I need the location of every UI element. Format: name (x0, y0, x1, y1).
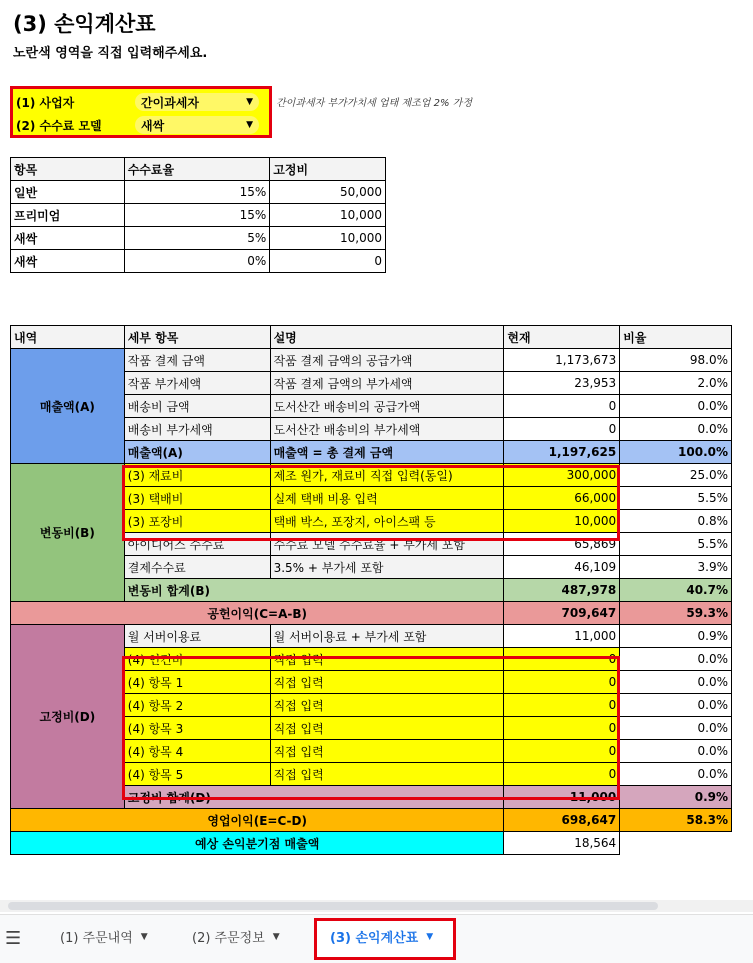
horizontal-scrollbar[interactable] (0, 900, 753, 912)
table-cell[interactable]: 영업이익(E=C-D) (11, 809, 504, 832)
table-cell[interactable]: 직접 입력 (270, 740, 504, 763)
pl-table-header (11, 326, 732, 349)
contribution-row (11, 602, 732, 625)
tab-label: (1) 주문내역 (60, 931, 133, 946)
table-row (11, 181, 386, 204)
table-cell[interactable]: 5.5% (620, 487, 732, 510)
page-title: (3) 손익계산표 (13, 12, 156, 36)
table-cell[interactable]: 일반 (11, 181, 125, 204)
table-cell[interactable]: 프리미엄 (11, 204, 125, 227)
table-cell[interactable]: 0 (504, 418, 620, 441)
tab-order-list[interactable] (60, 927, 148, 946)
fee-model-label: (2) 수수료 모델 (16, 118, 102, 133)
selector-box (10, 86, 272, 138)
chevron-down-icon: ▼ (246, 97, 253, 107)
table-cell[interactable]: 0 (504, 694, 620, 717)
pl-header-cell: 현재 (504, 326, 620, 349)
table-cell[interactable]: 65,869 (504, 533, 620, 556)
table-cell[interactable]: 487,978 (504, 579, 620, 602)
table-cell[interactable]: 0 (504, 717, 620, 740)
table-row (11, 625, 732, 648)
table-cell[interactable]: (4) 인건비 (124, 648, 270, 671)
table-cell[interactable]: (4) 항목 1 (124, 671, 270, 694)
table-cell[interactable]: 46,109 (504, 556, 620, 579)
table-cell[interactable]: 10,000 (270, 204, 386, 227)
sheet-tab-bar (0, 914, 753, 963)
fee-model-row (16, 115, 259, 135)
table-cell[interactable]: 0.0% (620, 717, 732, 740)
table-cell[interactable]: 작품 결제 금액의 부가세액 (270, 372, 504, 395)
pl-header-cell: 세부 항목 (124, 326, 270, 349)
table-cell[interactable]: 0.0% (620, 418, 732, 441)
menu-icon[interactable]: ☰ (5, 928, 22, 949)
table-cell[interactable]: 제조 원가, 재료비 직접 입력(동일) (270, 464, 504, 487)
table-cell[interactable]: 0.0% (620, 694, 732, 717)
table-cell[interactable]: 0 (504, 763, 620, 786)
table-row (11, 349, 732, 372)
pl-header-cell: 비율 (620, 326, 732, 349)
table-cell[interactable]: 59.3% (620, 602, 732, 625)
breakeven-row (11, 832, 732, 855)
table-cell[interactable]: 58.3% (620, 809, 732, 832)
table-cell[interactable]: 결제수수료 (124, 556, 270, 579)
fee-model-dropdown[interactable] (135, 116, 259, 134)
table-cell[interactable]: 66,000 (504, 487, 620, 510)
table-cell[interactable]: 배송비 금액 (124, 395, 270, 418)
table-cell[interactable]: 0 (504, 648, 620, 671)
table-cell[interactable]: 새싹 (11, 250, 125, 273)
operating-income-row (11, 809, 732, 832)
table-cell[interactable]: 배송비 부가세액 (124, 418, 270, 441)
table-row (11, 464, 732, 487)
tab-income-statement[interactable] (330, 927, 433, 946)
table-cell[interactable]: 100.0% (620, 441, 732, 464)
table-cell[interactable]: 도서산간 배송비의 공급가액 (270, 395, 504, 418)
table-cell[interactable]: 11,000 (504, 625, 620, 648)
table-cell[interactable]: 709,647 (504, 602, 620, 625)
pl-table (10, 325, 732, 855)
table-cell[interactable]: 매출액 = 총 결제 금액 (270, 441, 504, 464)
table-cell[interactable]: 직접 입력 (270, 648, 504, 671)
table-cell[interactable]: 고정비 합계(D) (124, 786, 504, 809)
table-cell[interactable]: 직접 입력 (270, 717, 504, 740)
table-cell[interactable]: 공헌이익(C=A-B) (11, 602, 504, 625)
tab-order-info[interactable] (192, 927, 280, 946)
table-cell[interactable]: 40.7% (620, 579, 732, 602)
table-row (11, 250, 386, 273)
table-cell[interactable]: 0 (504, 671, 620, 694)
table-cell[interactable]: 0 (504, 740, 620, 763)
table-cell[interactable]: 0.0% (620, 671, 732, 694)
table-cell[interactable]: 18,564 (504, 832, 620, 855)
table-cell[interactable]: 매출액(A) (124, 441, 270, 464)
chevron-down-icon[interactable]: ▼ (272, 931, 280, 942)
tab-label: (3) 손익계산표 (330, 931, 419, 946)
table-cell[interactable]: 10,000 (504, 510, 620, 533)
variable-group-label: 변동비(B) (11, 464, 125, 602)
chevron-down-icon: ▼ (246, 120, 253, 130)
table-cell[interactable]: 작품 결제 금액의 공급가액 (270, 349, 504, 372)
table-cell[interactable]: 0.0% (620, 648, 732, 671)
table-cell[interactable]: (4) 항목 5 (124, 763, 270, 786)
table-cell[interactable]: 0% (124, 250, 270, 273)
business-type-value: 간이과세자 (141, 95, 199, 110)
table-cell[interactable]: 수수료 모델 수수료율 + 부가세 포함 (270, 533, 504, 556)
table-cell[interactable]: 23,953 (504, 372, 620, 395)
table-cell[interactable]: 50,000 (270, 181, 386, 204)
scrollbar-thumb[interactable] (8, 902, 658, 910)
table-cell[interactable]: 0.0% (620, 763, 732, 786)
table-cell[interactable]: 새싹 (11, 227, 125, 250)
table-cell[interactable]: 15% (124, 204, 270, 227)
fixed-group-label: 고정비(D) (11, 625, 125, 809)
table-cell[interactable]: 도서산간 배송비의 부가세액 (270, 418, 504, 441)
table-cell[interactable]: 0.9% (620, 625, 732, 648)
table-cell[interactable]: (4) 항목 4 (124, 740, 270, 763)
table-cell[interactable]: 실제 택배 비용 입력 (270, 487, 504, 510)
table-cell[interactable]: 작품 결제 금액 (124, 349, 270, 372)
table-cell[interactable]: 0.0% (620, 740, 732, 763)
table-cell[interactable]: 698,647 (504, 809, 620, 832)
table-cell[interactable]: 1,197,625 (504, 441, 620, 464)
pl-header-cell: 설명 (270, 326, 504, 349)
chevron-down-icon[interactable]: ▼ (426, 931, 434, 942)
tax-note: 간이과세자 부가가치세 업태 제조업 2% 가정 (276, 98, 472, 109)
business-type-label: (1) 사업자 (16, 95, 75, 110)
table-row (11, 204, 386, 227)
page-subtitle: 노란색 영역을 직접 입력해주세요. (13, 46, 208, 61)
table-cell[interactable]: 직접 입력 (270, 763, 504, 786)
table-cell[interactable]: 5% (124, 227, 270, 250)
table-cell[interactable]: 변동비 합계(B) (124, 579, 504, 602)
fee-header-cell: 항목 (11, 158, 125, 181)
table-cell[interactable]: 2.0% (620, 372, 732, 395)
table-cell[interactable]: 직접 입력 (270, 671, 504, 694)
revenue-group-label: 매출액(A) (11, 349, 125, 464)
table-cell[interactable]: 3.5% + 부가세 포함 (270, 556, 504, 579)
fee-model-value: 새싹 (141, 118, 165, 133)
table-cell[interactable]: (4) 항목 3 (124, 717, 270, 740)
table-cell[interactable]: (4) 항목 2 (124, 694, 270, 717)
table-cell[interactable]: 0.0% (620, 395, 732, 418)
table-cell[interactable]: 0.8% (620, 510, 732, 533)
table-cell[interactable]: 0 (270, 250, 386, 273)
table-cell[interactable]: 1,173,673 (504, 349, 620, 372)
table-cell[interactable]: 0 (504, 395, 620, 418)
table-cell[interactable]: (3) 택배비 (124, 487, 270, 510)
pl-header-cell: 내역 (11, 326, 125, 349)
table-cell[interactable]: 25.0% (620, 464, 732, 487)
table-cell[interactable]: 아이디어스 수수료 (124, 533, 270, 556)
table-row (11, 227, 386, 250)
table-cell[interactable]: 예상 손익분기점 매출액 (11, 832, 504, 855)
tab-label: (2) 주문정보 (192, 931, 265, 946)
table-cell[interactable]: 3.9% (620, 556, 732, 579)
fee-table-header (11, 158, 386, 181)
table-cell[interactable]: 15% (124, 181, 270, 204)
table-cell[interactable]: 월 서버이용료 + 부가세 포함 (270, 625, 504, 648)
table-cell[interactable]: 0.9% (620, 786, 732, 809)
table-cell[interactable]: 작품 부가세액 (124, 372, 270, 395)
table-cell[interactable]: (3) 포장비 (124, 510, 270, 533)
table-cell[interactable]: (3) 재료비 (124, 464, 270, 487)
table-cell[interactable]: 택배 박스, 포장지, 아이스팩 등 (270, 510, 504, 533)
chevron-down-icon[interactable]: ▼ (140, 931, 148, 942)
fee-header-cell: 수수료율 (124, 158, 270, 181)
table-cell[interactable]: 월 서버이용료 (124, 625, 270, 648)
table-cell[interactable]: 300,000 (504, 464, 620, 487)
fee-header-cell: 고정비 (270, 158, 386, 181)
fee-table (10, 157, 386, 273)
table-cell[interactable]: 5.5% (620, 533, 732, 556)
business-type-dropdown[interactable] (135, 93, 259, 111)
empty-cell (620, 832, 732, 855)
table-cell[interactable]: 98.0% (620, 349, 732, 372)
table-cell[interactable]: 10,000 (270, 227, 386, 250)
business-type-row (16, 92, 259, 112)
table-cell[interactable]: 직접 입력 (270, 694, 504, 717)
table-cell[interactable]: 11,000 (504, 786, 620, 809)
